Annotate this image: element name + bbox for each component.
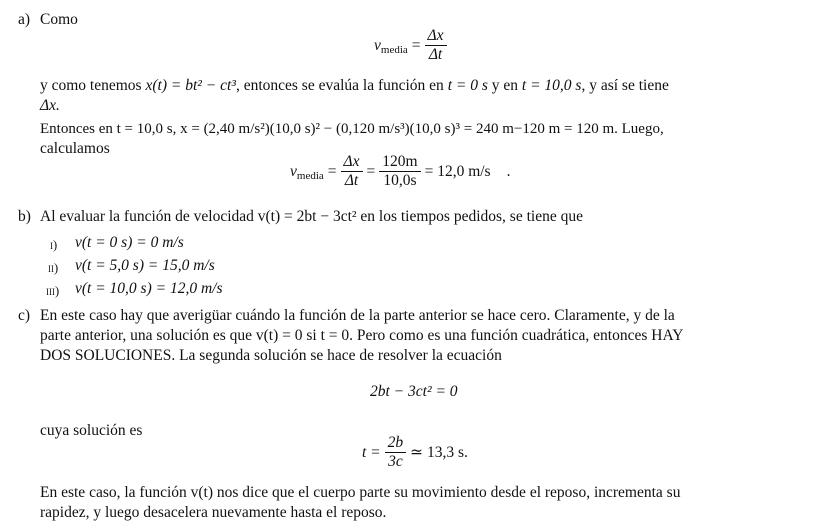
fraction: $\frac{\Delta x}{\Delta t}$ — [341, 153, 363, 190]
item-label: iii) — [46, 284, 60, 298]
part-c-line2: parte anterior, una solución es que v(t) = 0 si t = 0. Pero como es una función cuadrática, entonces HAY — [40, 327, 684, 344]
part-a-label: a) — [18, 11, 31, 28]
equation-solution: t = $\frac{2b}{3c}$ ≃ 13,3 s. — [362, 434, 468, 470]
fraction: $\frac{120m}{10,0s}$ — [379, 153, 420, 190]
part-c-line5: En este caso, la función v(t) nos dice que el cuerpo parte su movimiento desde el reposo, incrementa su — [40, 484, 681, 501]
list-item: v(t = 0 s) = 0 m/s — [75, 234, 184, 251]
list-item: v(t = 10,0 s) = 12,0 m/s — [75, 280, 223, 297]
part-c-line1: En este caso hay que averigüar cuándo la función de la parte anterior se hace cero. Claramente, y de la — [40, 307, 675, 324]
part-c-line4: cuya solución es — [40, 422, 143, 439]
part-c-line3: DOS SOLUCIONES. La segunda solución se hace de resolver la ecuación — [40, 347, 502, 364]
equation-v-media: $v_{media}$ = $\frac{\Delta x}{\Delta t}$ — [372, 27, 449, 64]
part-a-intro: Como — [40, 11, 78, 28]
part-a-line5: calculamos — [40, 140, 110, 157]
part-a-line2: y como tenemos x(t) = bt² − ct³, entonces se evalúa la función en t = 0 s y en t = 10,0 s, y así se tiene — [40, 77, 669, 94]
part-c-label: c) — [18, 307, 31, 324]
fraction: $\frac{\Delta x}{\Delta t}$ — [425, 27, 447, 64]
part-c-line6: rapidez, y luego desacelera nuevamente hasta el reposo. — [40, 504, 387, 521]
part-a-line3: Δx. — [40, 97, 60, 114]
part-b-text: Al evaluar la función de velocidad v(t) = 2bt − 3ct² en los tiempos pedidos, se tiene que — [40, 208, 583, 225]
item-label: i) — [50, 238, 58, 252]
equation-v-media-result: $v_{media}$ = $\frac{\Delta x}{\Delta t}$ = $\frac{120m}{10,0s}$ = 12,0 m/s . — [290, 153, 511, 189]
part-b-label: b) — [18, 208, 31, 225]
list-item: v(t = 5,0 s) = 15,0 m/s — [75, 257, 215, 274]
item-label: ii) — [48, 261, 59, 275]
part-a-line4: Entonces en t = 10,0 s, x = (2,40 m/s²)(10,0 s)² − (0,120 m/s³)(10,0 s)³ = 240 m−120 m = 120 m. Luego, — [40, 121, 664, 137]
equation-quadratic: 2bt − 3ct² = 0 — [370, 383, 458, 400]
fraction: $\frac{2b}{3c}$ — [385, 434, 407, 471]
